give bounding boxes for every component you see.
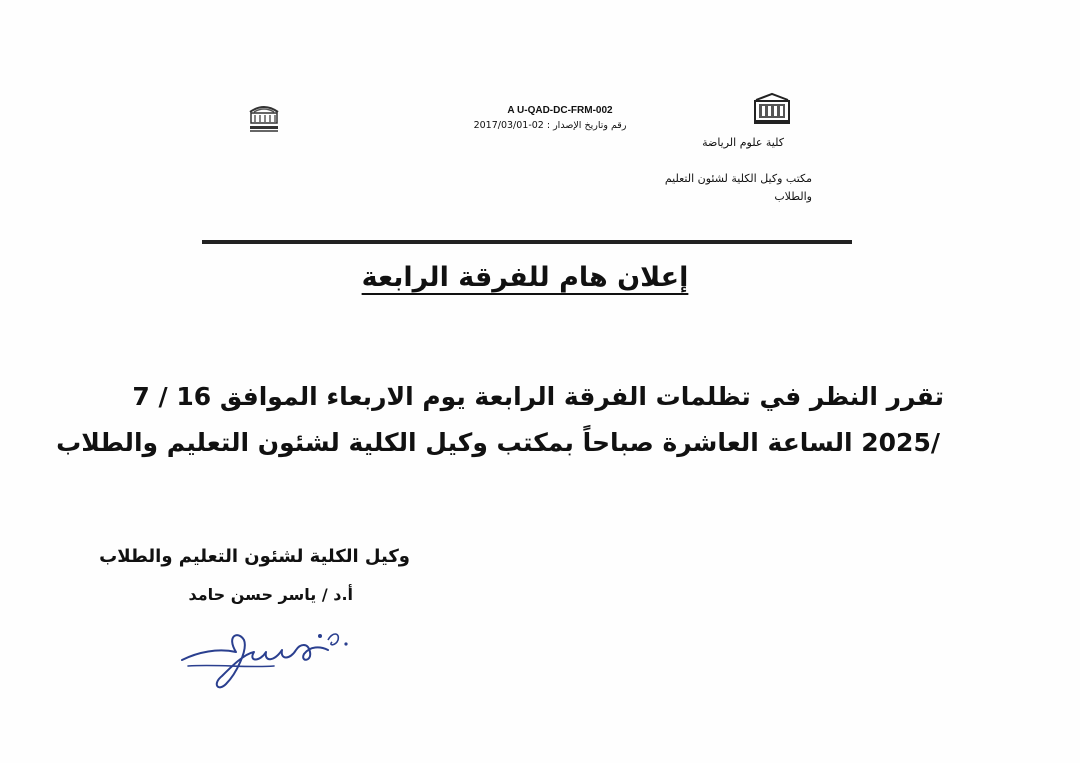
faculty-logo-icon xyxy=(752,92,792,126)
announcement-line-1: تقرر النظر في تظلمات الفرقة الرابعة يوم الاربعاء الموافق 16 / 7 xyxy=(132,382,944,411)
office-name: مكتب وكيل الكلية لشئون التعليم والطلاب xyxy=(664,172,812,203)
announcement-line-2: /2025 الساعة العاشرة صباحاً بمكتب وكيل الكلية لشئون التعليم والطلاب xyxy=(56,428,940,457)
issue-number-date: رقم وتاريخ الإصدار : 02-2017/03/01 xyxy=(473,120,627,131)
university-logo-icon xyxy=(244,100,284,134)
form-code: A U-QAD-DC-FRM-002 xyxy=(507,105,613,116)
announcement-title: إعلان هام للفرقة الرابعة xyxy=(361,262,689,293)
announcement-body xyxy=(56,374,944,466)
signatory-name: أ.د / ياسر حسن حامد xyxy=(188,585,353,604)
college-name: كلية علوم الرياضة xyxy=(702,136,784,149)
signatory-title: وكيل الكلية لشئون التعليم والطلاب xyxy=(99,546,410,567)
handwritten-signature-icon xyxy=(178,622,358,692)
header-divider xyxy=(202,240,852,244)
